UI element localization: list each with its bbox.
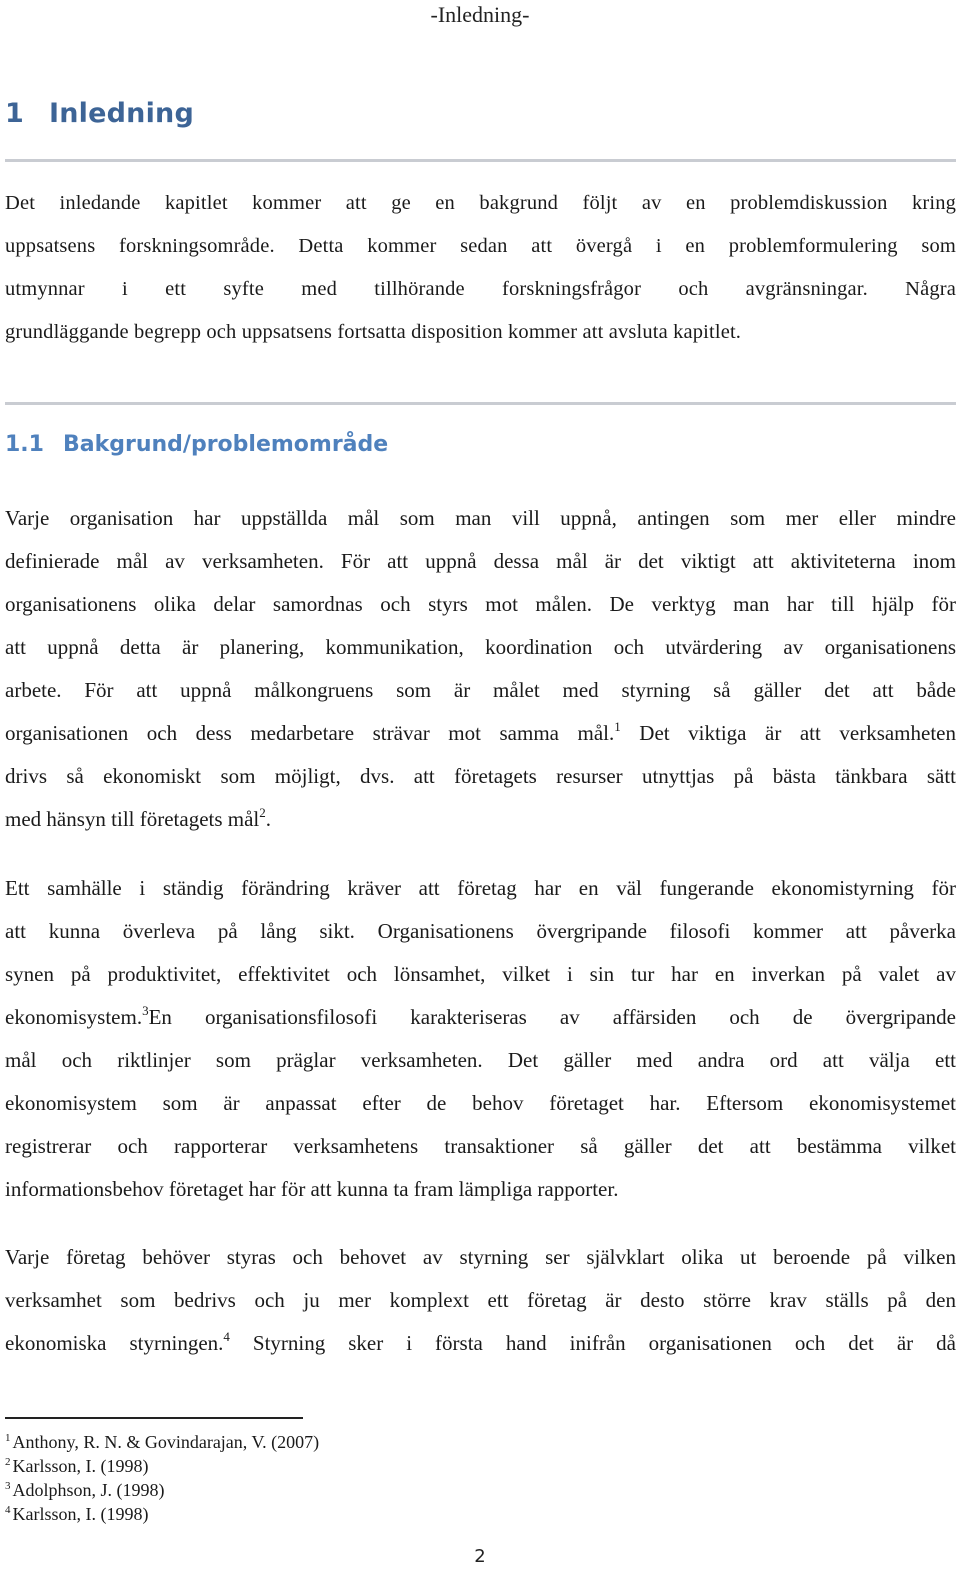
line-text: ekonomisystem. [5,1005,143,1029]
paragraph-line: registrerar och rapporterar verksamhetens transaktioner så gäller det att bestämma vilket [5,1134,956,1158]
paragraph-line: ekonomisystem som är anpassat efter de behov företaget har. Eftersom ekonomisystemet [5,1091,956,1115]
paragraph-line [5,1328,956,1371]
paragraph-line [5,804,956,847]
line-text: En organisationsfilosofi karakteriseras av affärsiden och de övergripande [148,1005,956,1029]
footnote-ref: 3 [142,1003,149,1018]
paragraph-line: verksamhet som bedrivs och ju mer komplext ett företag är desto större krav ställs på den [5,1288,956,1312]
chapter-divider [5,159,956,162]
footnote-number: 2 [5,1456,11,1468]
paragraph-line: Ett samhälle i ständig förändring kräver att företag har en väl fungerande ekonomistyrning för [5,876,956,900]
paragraph-line: att uppnå detta är planering, kommunikation, koordination och utvärdering av organisationens [5,635,956,659]
footnote-text: Karlsson, I. (1998) [12,1504,149,1524]
paragraph-line: organisationens olika delar samordnas och styrs mot målen. De verktyg man har till hjälp för [5,592,956,616]
chapter-title: Inledning [49,98,194,129]
footnotes-list [5,1430,319,1526]
footnote-ref: 1 [614,719,621,734]
background-paragraph-2 [5,873,956,1217]
section-title: Bakgrund/problemområde [63,432,389,457]
footnote-number: 3 [5,1480,11,1492]
footnote-number: 1 [5,1432,11,1444]
line-text: med hänsyn till företagets mål [5,807,260,831]
chapter-heading [5,98,194,129]
footnote-ref: 2 [259,805,266,820]
background-paragraph-3 [5,1242,956,1371]
section-heading [5,432,388,457]
background-paragraph-1 [5,503,956,847]
intro-line: Det inledande kapitlet kommer att ge en bakgrund följt av en problemdiskussion kring [5,192,956,214]
paragraph-line [5,1002,956,1045]
paragraph-line: Varje organisation har uppställda mål som man vill uppnå, antingen som mer eller mindre [5,506,956,530]
intro-paragraph [5,188,956,360]
line-text: Styrning sker i första hand inifrån organisationen och det är då [229,1331,956,1355]
paragraph-line: drivs så ekonomiskt som möjligt, dvs. att företagets resurser utnyttjas på bästa tänkbara sätt [5,764,956,788]
paragraph-line: informationsbehov företaget har för att kunna ta fram lämpliga rapporter. [5,1177,619,1201]
running-header: -Inledning- [430,2,530,27]
intro-line: uppsatsens forskningsområde. Detta kommer sedan att övergå i en problemformulering som [5,235,956,257]
line-text: ekonomiska styrningen. [5,1331,224,1355]
intro-line: utmynnar i ett syfte med tillhörande forskningsfrågor och avgränsningar. Några [5,278,956,300]
footnote-ref: 4 [223,1329,230,1344]
intro-line: grundläggande begrepp och uppsatsens fortsatta disposition kommer att avsluta kapitlet. [5,321,742,343]
footnote-text: Adolphson, J. (1998) [12,1480,165,1500]
footnote-separator [5,1417,303,1419]
paragraph-line: definierade mål av verksamheten. För att uppnå dessa mål är det viktigt att aktiviteterna inom [5,549,956,573]
line-text: Det viktiga är att verksamheten [620,721,956,745]
section-number: 1.1 [5,432,44,457]
paragraph-line: mål och riktlinjer som präglar verksamheten. Det gäller med andra ord att välja ett [5,1048,956,1072]
line-text: organisationen och dess medarbetare strävar mot samma mål. [5,721,615,745]
footnote [5,1502,319,1526]
line-text: . [265,807,272,831]
section-divider [5,402,956,405]
footnote [5,1454,319,1478]
footnote-text: Karlsson, I. (1998) [12,1456,149,1476]
paragraph-line [5,718,956,761]
chapter-number: 1 [5,98,24,129]
page-number: 2 [474,1546,486,1567]
footnote-text: Anthony, R. N. & Govindarajan, V. (2007) [12,1432,320,1452]
paragraph-line: Varje företag behöver styras och behovet av styrning ser självklart olika ut beroende på vilken [5,1245,956,1269]
footnote [5,1430,319,1454]
paragraph-line: synen på produktivitet, effektivitet och lönsamhet, vilket i sin tur har en inverkan på valet av [5,962,956,986]
footnote-number: 4 [5,1504,11,1516]
paragraph-line: att kunna överleva på lång sikt. Organisationens övergripande filosofi kommer att påverka [5,919,956,943]
footnote [5,1478,319,1502]
paragraph-line: arbete. För att uppnå målkongruens som är målet med styrning så gäller det att både [5,678,956,702]
